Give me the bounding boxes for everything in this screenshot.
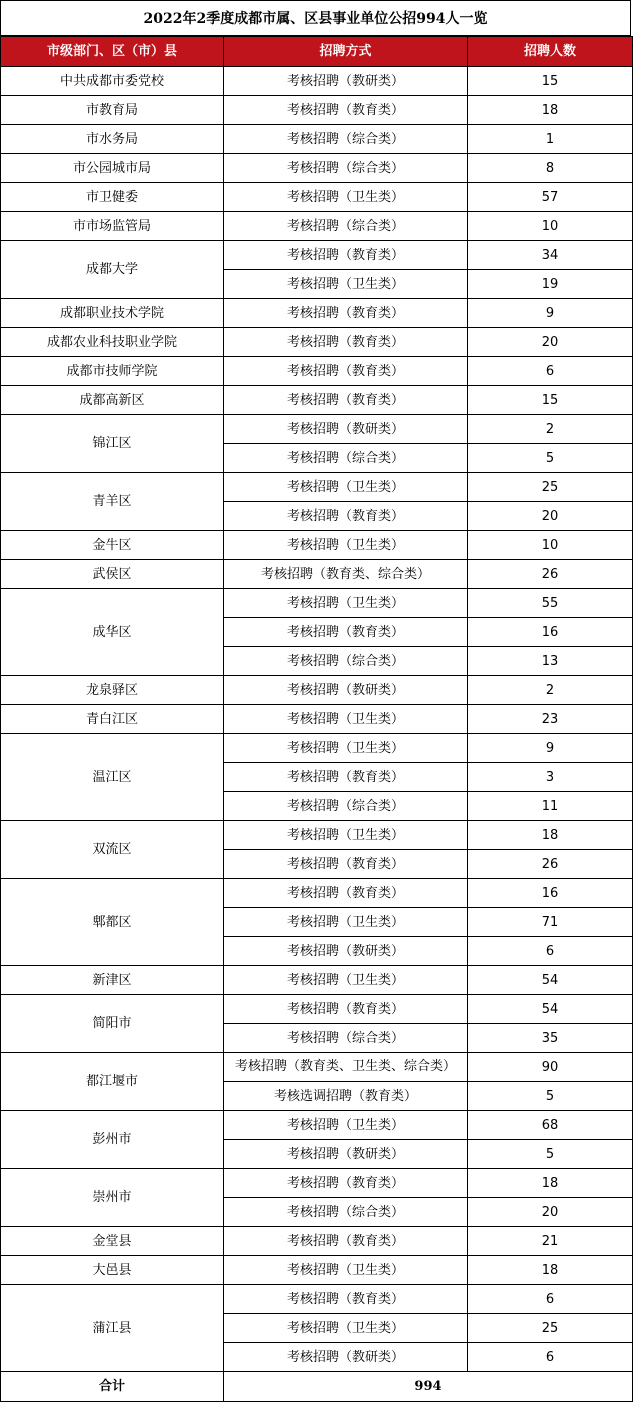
total-label: 合计 (1, 1372, 224, 1402)
unit-cell: 金牛区 (1, 531, 224, 560)
count-cell: 9 (468, 734, 633, 763)
method-cell: 考核招聘（综合类） (224, 647, 468, 676)
method-cell: 考核招聘（卫生类） (224, 183, 468, 212)
unit-cell: 新津区 (1, 966, 224, 995)
method-cell: 考核招聘（卫生类） (224, 705, 468, 734)
count-cell: 34 (468, 241, 633, 270)
count-cell: 10 (468, 531, 633, 560)
count-cell: 21 (468, 1227, 633, 1256)
unit-cell: 龙泉驿区 (1, 676, 224, 705)
method-cell: 考核招聘（卫生类） (224, 473, 468, 502)
count-cell: 71 (468, 908, 633, 937)
table-row (1, 879, 633, 908)
unit-cell: 成华区 (1, 589, 224, 676)
count-cell: 15 (468, 386, 633, 415)
count-cell: 11 (468, 792, 633, 821)
header-method: 招聘方式 (224, 37, 468, 67)
unit-cell: 市公园城市局 (1, 154, 224, 183)
table-row (1, 386, 633, 415)
count-cell: 18 (468, 1256, 633, 1285)
count-cell: 15 (468, 67, 633, 96)
count-cell: 2 (468, 415, 633, 444)
method-cell: 考核招聘（教育类、卫生类、综合类） (224, 1053, 468, 1082)
unit-cell: 金堂县 (1, 1227, 224, 1256)
count-cell: 3 (468, 763, 633, 792)
table-row (1, 67, 633, 96)
method-cell: 考核招聘（教育类） (224, 618, 468, 647)
count-cell: 5 (468, 444, 633, 473)
table-row (1, 676, 633, 705)
unit-cell: 成都职业技术学院 (1, 299, 224, 328)
unit-cell: 市教育局 (1, 96, 224, 125)
table-row (1, 183, 633, 212)
unit-cell: 成都市技师学院 (1, 357, 224, 386)
table-row (1, 1256, 633, 1285)
count-cell: 20 (468, 502, 633, 531)
method-cell: 考核招聘（卫生类） (224, 908, 468, 937)
method-cell: 考核招聘（教育类） (224, 763, 468, 792)
method-cell: 考核招聘（教研类） (224, 1343, 468, 1372)
count-cell: 16 (468, 879, 633, 908)
count-cell: 54 (468, 995, 633, 1024)
unit-cell: 成都大学 (1, 241, 224, 299)
method-cell: 考核招聘（教育类） (224, 1169, 468, 1198)
method-cell: 考核招聘（卫生类） (224, 270, 468, 299)
method-cell: 考核招聘（卫生类） (224, 1314, 468, 1343)
table-row (1, 821, 633, 850)
count-cell: 55 (468, 589, 633, 618)
method-cell: 考核招聘（教育类、综合类） (224, 560, 468, 589)
count-cell: 26 (468, 560, 633, 589)
count-cell: 68 (468, 1111, 633, 1140)
method-cell: 考核招聘（综合类） (224, 125, 468, 154)
table-row (1, 966, 633, 995)
count-cell: 10 (468, 212, 633, 241)
method-cell: 考核招聘（教研类） (224, 67, 468, 96)
table-body (1, 67, 633, 1372)
header-count: 招聘人数 (468, 37, 633, 67)
count-cell: 25 (468, 1314, 633, 1343)
unit-cell: 中共成都市委党校 (1, 67, 224, 96)
table-row (1, 1053, 633, 1082)
method-cell: 考核招聘（教育类） (224, 879, 468, 908)
method-cell: 考核招聘（教研类） (224, 676, 468, 705)
method-cell: 考核招聘（教育类） (224, 502, 468, 531)
method-cell: 考核招聘（教研类） (224, 937, 468, 966)
table-row (1, 705, 633, 734)
unit-cell: 市水务局 (1, 125, 224, 154)
table-row (1, 1169, 633, 1198)
method-cell: 考核招聘（教育类） (224, 241, 468, 270)
count-cell: 16 (468, 618, 633, 647)
count-cell: 20 (468, 1198, 633, 1227)
count-cell: 1 (468, 125, 633, 154)
unit-cell: 成都高新区 (1, 386, 224, 415)
count-cell: 90 (468, 1053, 633, 1082)
table-row (1, 734, 633, 763)
count-cell: 26 (468, 850, 633, 879)
count-cell: 23 (468, 705, 633, 734)
table-row (1, 1111, 633, 1140)
unit-cell: 武侯区 (1, 560, 224, 589)
count-cell: 2 (468, 676, 633, 705)
count-cell: 20 (468, 328, 633, 357)
method-cell: 考核选调招聘（教育类） (224, 1082, 468, 1111)
unit-cell: 崇州市 (1, 1169, 224, 1227)
method-cell: 考核招聘（综合类） (224, 1198, 468, 1227)
count-cell: 6 (468, 937, 633, 966)
method-cell: 考核招聘（教育类） (224, 1285, 468, 1314)
method-cell: 考核招聘（综合类） (224, 1024, 468, 1053)
method-cell: 考核招聘（卫生类） (224, 1111, 468, 1140)
unit-cell: 市市场监管局 (1, 212, 224, 241)
table-row (1, 1285, 633, 1314)
table-row (1, 589, 633, 618)
count-cell: 13 (468, 647, 633, 676)
method-cell: 考核招聘（教研类） (224, 1140, 468, 1169)
header-row (1, 37, 633, 67)
unit-cell: 成都农业科技职业学院 (1, 328, 224, 357)
method-cell: 考核招聘（教育类） (224, 995, 468, 1024)
count-cell: 9 (468, 299, 633, 328)
table-row (1, 154, 633, 183)
table-row (1, 125, 633, 154)
table-row (1, 995, 633, 1024)
table-row (1, 1227, 633, 1256)
unit-cell: 彭州市 (1, 1111, 224, 1169)
count-cell: 35 (468, 1024, 633, 1053)
method-cell: 考核招聘（教育类） (224, 96, 468, 125)
method-cell: 考核招聘（教育类） (224, 357, 468, 386)
count-cell: 57 (468, 183, 633, 212)
unit-cell: 都江堰市 (1, 1053, 224, 1111)
count-cell: 19 (468, 270, 633, 299)
table-row (1, 212, 633, 241)
method-cell: 考核招聘（综合类） (224, 792, 468, 821)
unit-cell: 郫都区 (1, 879, 224, 966)
unit-cell: 简阳市 (1, 995, 224, 1053)
table-row (1, 357, 633, 386)
unit-cell: 锦江区 (1, 415, 224, 473)
unit-cell: 蒲江县 (1, 1285, 224, 1372)
table-row (1, 473, 633, 502)
unit-cell: 青白江区 (1, 705, 224, 734)
method-cell: 考核招聘（卫生类） (224, 531, 468, 560)
table-row (1, 299, 633, 328)
method-cell: 考核招聘（卫生类） (224, 589, 468, 618)
method-cell: 考核招聘（卫生类） (224, 1256, 468, 1285)
count-cell: 5 (468, 1082, 633, 1111)
unit-cell: 大邑县 (1, 1256, 224, 1285)
method-cell: 考核招聘（卫生类） (224, 734, 468, 763)
table-row (1, 328, 633, 357)
method-cell: 考核招聘（卫生类） (224, 821, 468, 850)
table-title: 2022年2季度成都市属、区县事业单位公招994人一览 (0, 0, 631, 36)
table-row (1, 560, 633, 589)
count-cell: 6 (468, 1285, 633, 1314)
unit-cell: 市卫健委 (1, 183, 224, 212)
header-unit: 市级部门、区（市）县 (1, 37, 224, 67)
total-value: 994 (224, 1372, 633, 1402)
count-cell: 6 (468, 357, 633, 386)
count-cell: 18 (468, 1169, 633, 1198)
count-cell: 5 (468, 1140, 633, 1169)
total-row (1, 1372, 633, 1402)
count-cell: 18 (468, 821, 633, 850)
method-cell: 考核招聘（卫生类） (224, 966, 468, 995)
method-cell: 考核招聘（教育类） (224, 850, 468, 879)
unit-cell: 青羊区 (1, 473, 224, 531)
table-row (1, 241, 633, 270)
method-cell: 考核招聘（综合类） (224, 212, 468, 241)
method-cell: 考核招聘（教育类） (224, 299, 468, 328)
count-cell: 54 (468, 966, 633, 995)
table-row (1, 96, 633, 125)
count-cell: 18 (468, 96, 633, 125)
unit-cell: 双流区 (1, 821, 224, 879)
unit-cell: 温江区 (1, 734, 224, 821)
count-cell: 25 (468, 473, 633, 502)
recruitment-table (0, 36, 633, 1402)
count-cell: 8 (468, 154, 633, 183)
method-cell: 考核招聘（综合类） (224, 154, 468, 183)
table-row (1, 531, 633, 560)
table-row (1, 415, 633, 444)
method-cell: 考核招聘（教育类） (224, 1227, 468, 1256)
count-cell: 6 (468, 1343, 633, 1372)
method-cell: 考核招聘（综合类） (224, 444, 468, 473)
method-cell: 考核招聘（教研类） (224, 415, 468, 444)
method-cell: 考核招聘（教育类） (224, 328, 468, 357)
method-cell: 考核招聘（教育类） (224, 386, 468, 415)
